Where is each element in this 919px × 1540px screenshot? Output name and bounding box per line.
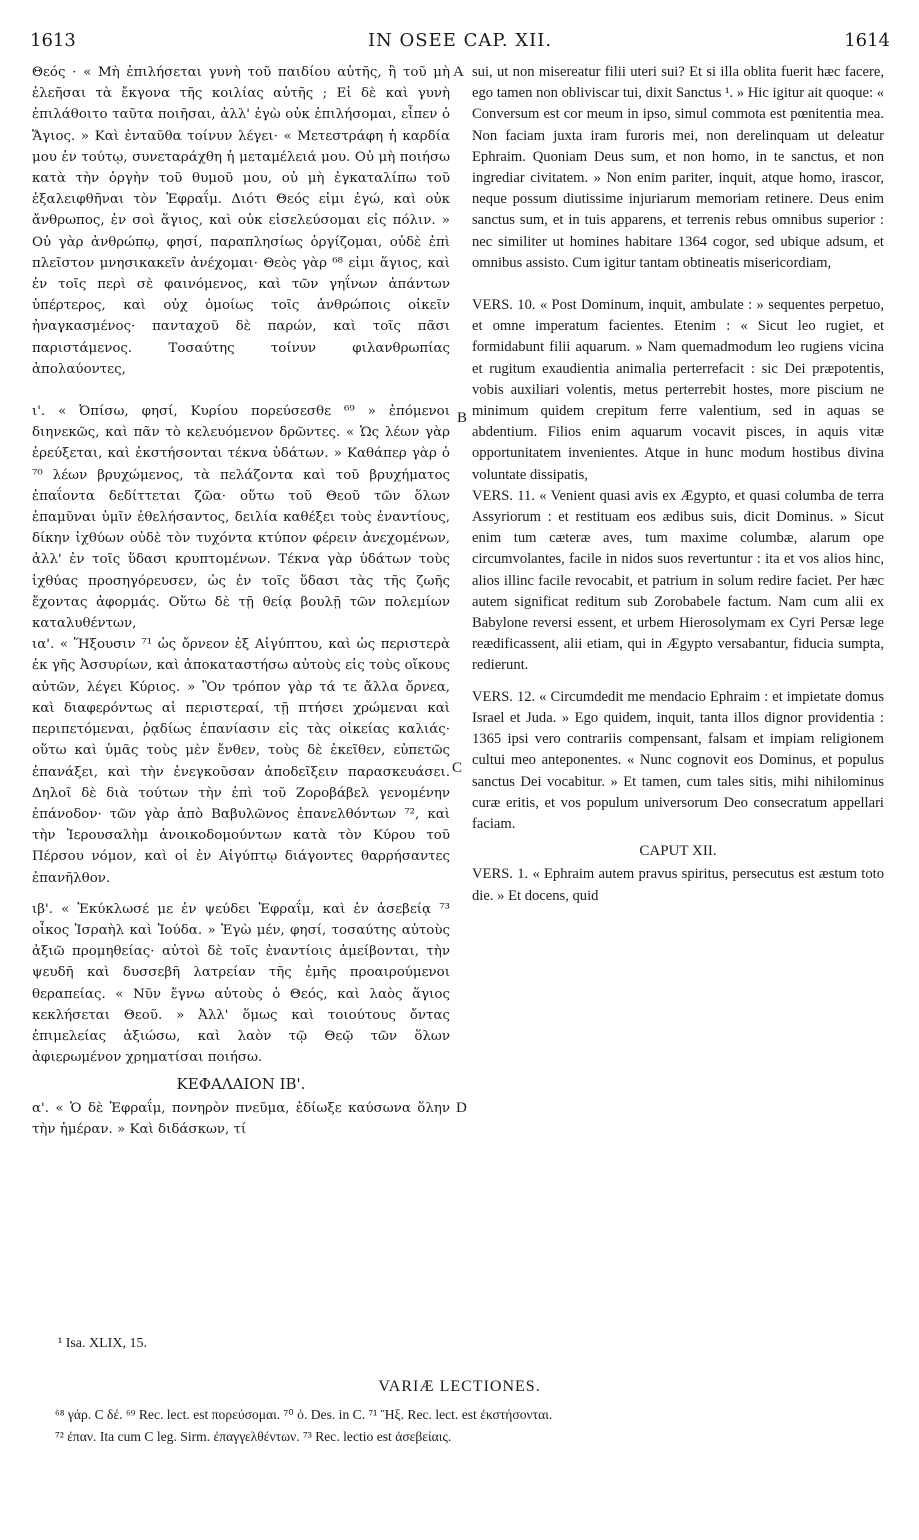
greek-paragraph-4: ιβ'. « Ἐκύκλωσέ με ἐν ψεύδει Ἐφραΐμ, καὶ ἐν ἀσεβείᾳ ⁷³ οἶκος Ἰσραὴλ καὶ Ἰούδα. » Ἐγὼ μέν, φησί, τοσαύτης αὐτοὺς ἀξιῶ προμηθείας· αὐτοὶ δὲ τοῖς ἐναντίοις ἀμείβονται, τὴν ψευδῆ καὶ δυσσεβῆ λατρείαν τῆς ἐμῆς προαιρούμενοι θεραπείας. « Νῦν ἔγνω αὐτοὺς ὁ Θεός, καὶ λαὸς ἅγιος κεκλήσεται Θεοῦ. » Ἀλλ' ὅμως καὶ τοιούτους ὄντας ἐπιμελείας ἀξιώσω, καὶ λαὸν τῷ Θεῷ τῶν ὅλων ἀφιερωμένον χρηματίσαι ποιήσω. <box>32 901 450 1066</box>
page-number-right: 1614 <box>844 30 890 51</box>
latin-paragraph-2: VERS. 10. « Post Dominum, inquit, ambulate : » sequentes perpetuo, et omne imperatum facientes. Etenim : « Sicut leo rugiet, et formidabunt filii aquarum. » Nam quemadmodum leo rugiens vicina et rugitum exaudientia animalia perterrefacit : sic Dei præpotentis, vobis auxiliari volentis, metus perterrebit hostes, more piscium ne minimum quidem crepitum ferre valentium, sed in aquas se abdentium. Filios enim aquarum vocavit pisces, in aquis vitæ opportunitatem invenientes. Atque in hunc modum hostibus divina voluntate dissipatis, <box>472 297 884 483</box>
margin-letter-d: D <box>456 1100 467 1116</box>
running-title: IN OSEE CAP. XII. <box>367 30 553 51</box>
page-header <box>30 30 890 56</box>
margin-letter-c: C <box>452 760 463 776</box>
footnote: ¹ Isa. XLIX, 15. <box>58 1336 147 1351</box>
greek-paragraph-2: ι'. « Ὀπίσω, φησί, Κυρίου πορεύσεσθε ⁶⁹ » ἑπόμενοι διηνεκῶς, καὶ πᾶν τὸ κελευόμενον δρῶντες. « Ὡς λέων γὰρ ἐρεύξεται, καὶ ἐκστήσονται τέκνα ὑδάτων. » Καθάπερ γὰρ ὁ ⁷⁰ λέων βρυχώμενος, τὰ πελάζοντα καὶ τοῦ βρυχήματος ἐπαΐοντα δεδίττεται ζῶα· οὕτω τοῦ Θεοῦ τῶν ὅλων ἐπαμῦναι ὑμῖν ἐθελήσαντος, δειλία καθέξει τοὺς ἐναντίους, δίκην ἰχθύων οὐδὲ τὸν τυχόντα κτύπον φέρειν ἀνεχομένων, ἀλλ' ἐν τοῖς ὕδασι κρυπτομένων. Τέκνα γὰρ ὑδάτων τοὺς ἰχθύας προσηγόρευσεν, ὡς ἐν τοῖς ὕδασι τὰς τῆς ζωῆς ἔχοντας ἀφορμάς. Οὕτω δὲ τῇ θείᾳ βουλῇ τῶν πολεμίων καταλυθέντων, <box>32 404 450 632</box>
latin-column <box>472 62 884 907</box>
latin-paragraph-3: VERS. 11. « Venient quasi avis ex Ægypto, et quasi columba de terra Assyriorum : et restituam eos ædibus suis, dicit Dominus. » Sicut enim tum cæteræ aves, tum maxime columbæ, alarum ope circumvolantes, facile in nidos suos revertuntur : ita et vos alios hinc, alios illinc facile revocabit, et patrium in solum redire faciet. Per hæc autem significat reditum sub Zorobabele factum. Nam cum alii ex Babylone reversi essent, et urbem Hierosolymam ex Cyri Persæ lege reædificassent, alii etiam, qui in Ægypto versabantur, fiducia sumpta, redierunt. <box>472 487 884 674</box>
latin-paragraph-1: sui, ut non misereatur filii uteri sui? Et si illa oblita fuerit hæc facere, ego tamen non obliviscar tui, dixit Sanctus ¹. » Hic igitur ait quoque: « Conversum est cor meum in ipso, simul commota est pœnitentia mea. Non faciam juxta iram furoris mei, non derelinquam ut deleatur Ephraim. Quoniam Deus sum, et non homo, in te sanctus, et non ingrediar civitatem. » Non enim pariter, inquit, atque homo, irascor, neque possum diutissime injuriarum memoriam retinere. Deus enim sanctus sum, et in tuis apparens, et terrenis rebus omnibus superior : nec similiter ut homines habitare 1364 cogor, sed ubique adsum, et omnibus assisto. Cum igitur tantam obtineatis misericordiam, <box>472 64 884 271</box>
variae-lectiones <box>55 1404 875 1448</box>
latin-last-paragraph: VERS. 1. « Ephraim autem pravus spiritus, persecutus est æstum toto die. » Et docens, quid <box>472 866 884 904</box>
greek-paragraph-3: ια'. « Ἥξουσιν ⁷¹ ὡς ὄρνεον ἐξ Αἰγύπτου, καὶ ὡς περιστερὰ ἐκ γῆς Ἀσσυρίων, καὶ ἀποκαταστήσω αὐτοὺς εἰς τοὺς οἴκους αὐτῶν, λέγει Κύριος. » Ὃν τρόπον γὰρ τά τε ἄλλα ὄρνεα, καὶ διαφερόντως αἱ περιστεραί, τῇ πτήσει χρώμεναι καὶ περιπετόμεναι, ῥᾳδίως ἐπανίασιν εἰς τὰς οἰκείας καλιάς· οὕτω καὶ ὑμᾶς τοὺς μὲν ἔνθεν, τοὺς δὲ ἐκεῖθεν, εὐπετῶς ἐπανάξει, καὶ τὴν ἐνεγκοῦσαν ἀποδεῖξειν παρασκευάσει. Δηλοῖ δὲ διὰ τούτων τὴν ἐπὶ τοῦ Ζοροβάβελ γενομένην ἐπάνοδον· τῶν γὰρ ἀπὸ Βαβυλῶνος ἐπανελθόντων ⁷², καὶ τὴν Ἱερουσαλὴμ ἀνοικοδομούντων κατὰ τὸν Κύρου τοῦ Πέρσου νόμον, καὶ οἱ ἐν Αἰγύπτῳ διάγοντες θαρρήσαντες ἐπανῆλθον. <box>32 637 450 886</box>
variae-lectiones-title: VARIÆ LECTIONES. <box>378 1378 541 1395</box>
latin-paragraph-4: VERS. 12. « Circumdedit me mendacio Ephraim : et impietate domus Israel et Juda. » Ego quidem, inquit, tanta illos dignor providentia : 1365 ipsi vero contrariis compensant, falsam et impiam religionem cultui meo anteponentes. « Nunc cognovit eos Dominus, et populus sanctus Dei vocabitur. » Et tamen, cum tales sitis, mihi nihilominus curæ eritis, et vos populum universorum Deo consecratum appellari faciam. <box>472 688 884 832</box>
margin-letter-b: B <box>457 410 468 426</box>
page-number-left: 1613 <box>30 30 76 51</box>
margin-letter-a: A <box>453 64 464 80</box>
latin-chapter-heading: CAPUT XII. <box>639 843 717 860</box>
greek-last-paragraph: α'. « Ὁ δὲ Ἐφραΐμ, πονηρὸν πνεῦμα, ἐδίωξε καύσωνα ὅλην τὴν ἡμέραν. » Καὶ διδάσκων, τί <box>32 1100 450 1137</box>
greek-column <box>32 62 450 1140</box>
greek-chapter-heading: ΚΕΦΑΛΑΙΟΝ ΙΒ'. <box>176 1075 306 1094</box>
variae-line-1: ⁶⁸ γάρ. C δέ. ⁶⁹ Rec. lect. est πορεύσομαι. ⁷⁰ ὁ. Des. in C. ⁷¹ Ἥξ. Rec. lect. est ἐκστήσονται. <box>55 1407 553 1422</box>
variae-line-2: ⁷² ἐπαν. Ita cum C leg. Sirm. ἐπαγγελθέντων. ⁷³ Rec. lectio est ἀσεβείαις. <box>55 1429 452 1444</box>
greek-paragraph-1: Θεός · « Μὴ ἐπιλήσεται γυνὴ τοῦ παιδίου αὐτῆς, ἢ τοῦ μὴ ἐλεῆσαι τὰ ἔκγονα τῆς κοιλίας αὐτῆς ; Εἰ δὲ καὶ γυνὴ ἐπιλάθοιτο ταῦτα ποιῆσαι, ἀλλ' ἐγὼ οὐκ ἐπιλήσομαι, εἶπεν ὁ Ἅγιος. » Καὶ ἐνταῦθα τοίνυν λέγει· « Μετεστράφη ἡ καρδία μου ἐν τούτῳ, συνεταράχθη ἡ μεταμέλειά μου. Οὐ μὴ ποιήσω κατὰ τὴν ὀργὴν τοῦ θυμοῦ μου, οὐ μὴ ἐγκαταλίπω τοῦ ἐξαλειφθῆναι τὸν Ἐφραΐμ. Διότι Θεός εἰμι ἐγώ, καὶ οὐκ ἄνθρωπος, ἐν σοὶ ἅγιος, καὶ οὐκ εἰσελεύσομαι εἰς πόλιν. » Οὐ γὰρ ἀνθρώπῳ, φησί, παραπλησίως ὀργίζομαι, οὐδὲ ἐπὶ πλεῖστον μνησικακεῖν ἀνέχομαι· Θεὸς γὰρ ⁶⁸ εἰμι ἅγιος, καὶ ἐν τοῖς περὶ σὲ φαινόμενος, καὶ τῶν γηΐνων ἁπάντων ὑπέρτερος, καὶ οὐχ ὁμοίως τοῖς ἀνθρώποις οἰκεῖν ἠναγκασμένος· πανταχοῦ δὲ παρών, καὶ τοῖς πᾶσι παριστάμενος. Τοσαύτης τοίνυν φιλανθρωπίας ἀπολαύοντες, <box>32 65 450 377</box>
